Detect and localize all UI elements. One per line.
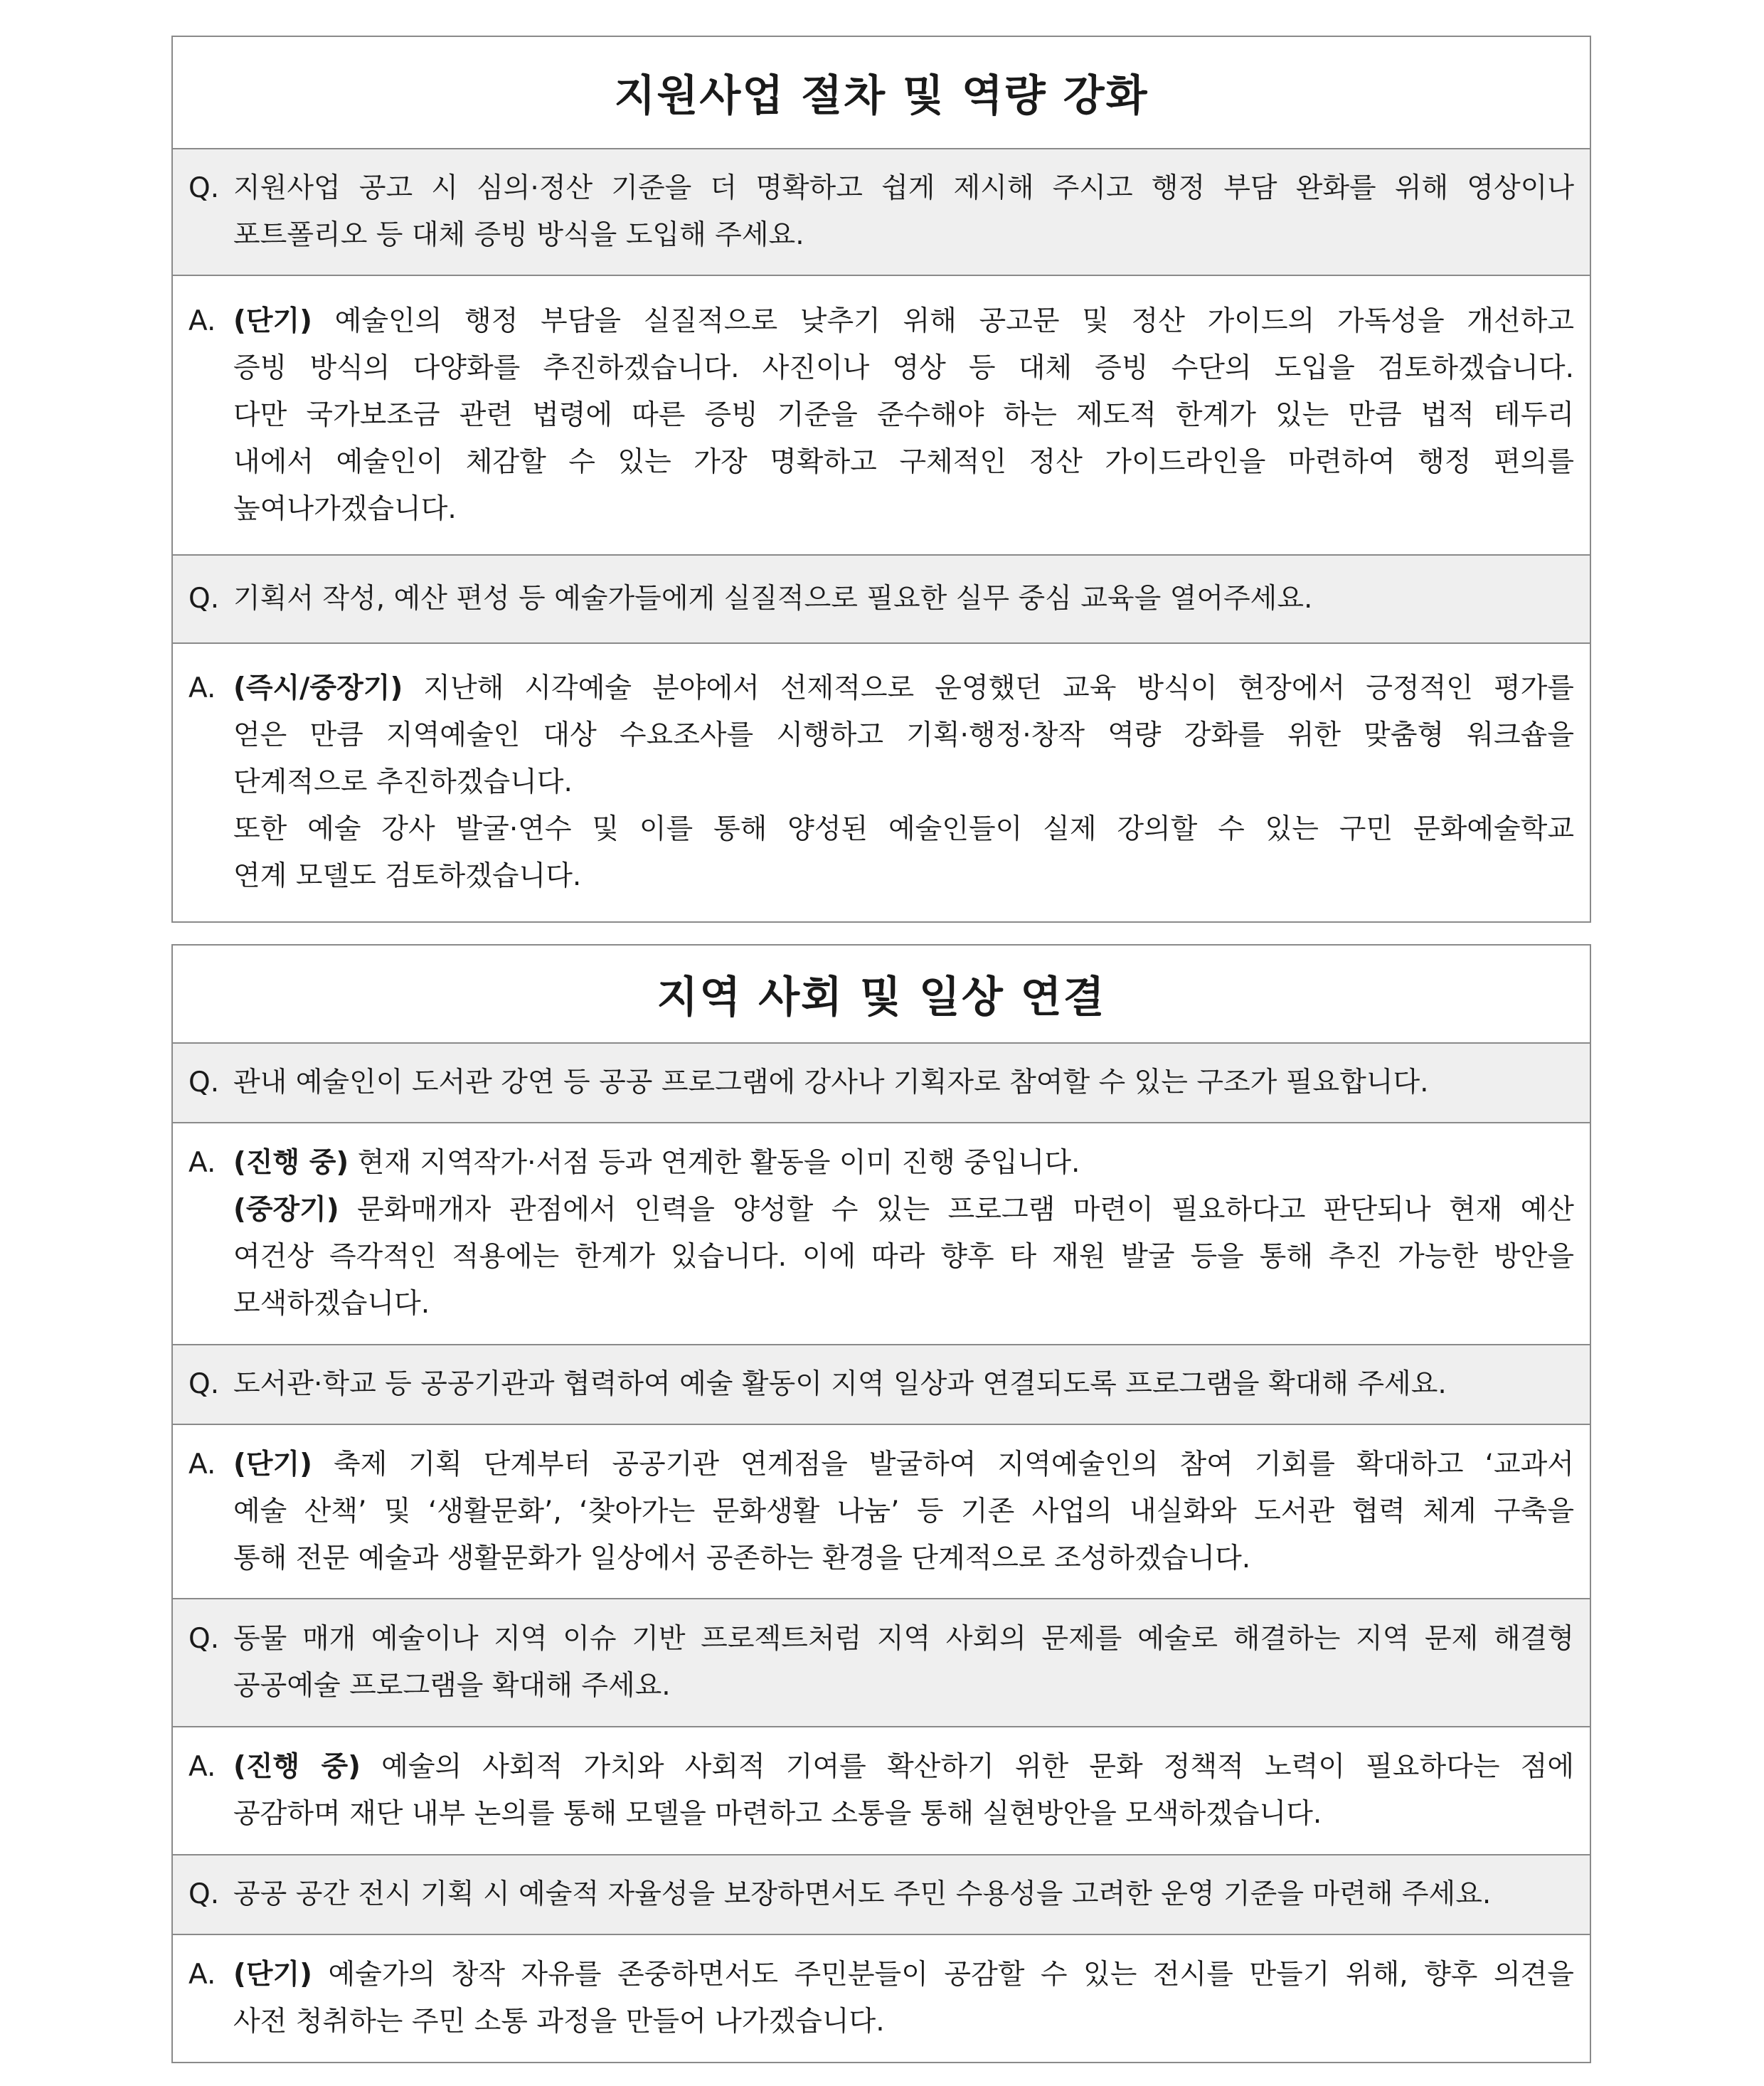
answer-text: 문화매개자 관점에서 인력을 양성할 수 있는 프로그램 마련이 필요하다고 판단되나 현재 예산 (339, 1194, 1574, 1226)
answer-text: 높여나가겠습니다. (233, 492, 457, 525)
question-text: 공공예술 프로그램을 확대해 주세요. (233, 1670, 671, 1702)
answer-text: 지난해 시각예술 분야에서 선제적으로 운영했던 교육 방식이 현장에서 긍정적인 평가를 (403, 672, 1574, 704)
timeline-tag: (단기) (233, 1959, 312, 1991)
question-text: 동물 매개 예술이나 지역 이슈 기반 프로젝트처럼 지역 사회의 문제를 예술로 해결하는 지역 문제 해결형 (233, 1623, 1574, 1655)
a-prefix: A. (188, 1147, 216, 1179)
answer-text: 단계적으로 추진하겠습니다. (233, 766, 573, 798)
a-prefix: A. (188, 305, 216, 337)
answer-text: 예술 산책’ 및 ‘생활문화’, ‘찾아가는 문화생활 나눔’ 등 기존 사업의 내실화와 도서관 협력 체계 구축을 (233, 1495, 1574, 1528)
question-row (173, 149, 1590, 276)
question-row (173, 1345, 1590, 1425)
answer-row (173, 1727, 1590, 1855)
answer-text: 예술의 사회적 가치와 사회적 기여를 확산하기 위한 문화 정책적 노력이 필요하다는 점에 (361, 1751, 1574, 1783)
q-prefix: Q. (188, 1368, 220, 1400)
question-row (173, 1044, 1590, 1123)
q-prefix: Q. (188, 1623, 220, 1655)
timeline-tag: (진행 중) (233, 1751, 361, 1783)
answer-text: 모색하겠습니다. (233, 1288, 430, 1320)
answer-text: 여건상 즉각적인 적용에는 한계가 있습니다. 이에 따라 향후 타 재원 발굴 등을 통해 추진 가능한 방안을 (233, 1241, 1574, 1273)
q-prefix: Q. (188, 172, 220, 204)
timeline-tag: (진행 중) (233, 1147, 349, 1179)
a-prefix: A. (188, 1448, 216, 1481)
q-prefix: Q. (188, 583, 220, 615)
section-title: 지원사업 절차 및 역량 강화 (173, 37, 1590, 149)
answer-text: 공감하며 재단 내부 논의를 통해 모델을 마련하고 소통을 통해 실현방안을 모색하겠습니다. (233, 1798, 1322, 1830)
timeline-tag: (단기) (233, 1448, 312, 1481)
answer-text: 또한 예술 강사 발굴·연수 및 이를 통해 양성된 예술인들이 실제 강의할 수 있는 구민 문화예술학교 (233, 813, 1574, 845)
answer-text: 내에서 예술인이 체감할 수 있는 가장 명확하고 구체적인 정산 가이드라인을 마련하여 행정 편의를 (233, 445, 1574, 478)
a-prefix: A. (188, 1959, 216, 1991)
question-row (173, 556, 1590, 644)
answer-text: 현재 지역작가·서점 등과 연계한 활동을 이미 진행 중입니다. (349, 1147, 1080, 1179)
answer-text: 연계 모델도 검토하겠습니다. (233, 860, 582, 892)
answer-row (173, 1425, 1590, 1599)
timeline-tag: (즉시/중장기) (233, 672, 403, 704)
question-text: 기획서 작성, 예산 편성 등 예술가들에게 실질적으로 필요한 실무 중심 교육을 열어주세요. (233, 583, 1313, 615)
answer-text: 사전 청취하는 주민 소통 과정을 만들어 나가겠습니다. (233, 2006, 885, 2038)
question-row (173, 1855, 1590, 1935)
answer-row (173, 1123, 1590, 1345)
answer-row (173, 644, 1590, 921)
section-support-process (171, 36, 1591, 923)
a-prefix: A. (188, 1751, 216, 1783)
section-community-connection (171, 944, 1591, 2063)
answer-text: 예술가의 창작 자유를 존중하면서도 주민분들이 공감할 수 있는 전시를 만들기 위해, 향후 의견을 (312, 1959, 1574, 1991)
q-prefix: Q. (188, 1066, 220, 1098)
answer-text: 증빙 방식의 다양화를 추진하겠습니다. 사진이나 영상 등 대체 증빙 수단의 도입을 검토하겠습니다. (233, 351, 1574, 384)
answer-text: 얻은 만큼 지역예술인 대상 수요조사를 시행하고 기획·행정·창작 역량 강화를 위한 맞춤형 워크숍을 (233, 719, 1574, 751)
answer-text: 다만 국가보조금 관련 법령에 따른 증빙 기준을 준수해야 하는 제도적 한계가 있는 만큼 법적 테두리 (233, 398, 1574, 431)
question-text: 도서관·학교 등 공공기관과 협력하여 예술 활동이 지역 일상과 연결되도록 프로그램을 확대해 주세요. (233, 1368, 1447, 1400)
answer-row (173, 276, 1590, 556)
question-text: 포트폴리오 등 대체 증빙 방식을 도입해 주세요. (233, 219, 804, 251)
section-title: 지역 사회 및 일상 연결 (173, 946, 1590, 1044)
timeline-tag: (단기) (233, 305, 312, 337)
timeline-tag: (중장기) (233, 1194, 339, 1226)
question-text: 관내 예술인이 도서관 강연 등 공공 프로그램에 강사나 기획자로 참여할 수 있는 구조가 필요합니다. (233, 1066, 1429, 1098)
answer-text: 축제 기획 단계부터 공공기관 연계점을 발굴하여 지역예술인의 참여 기회를 확대하고 ‘교과서 (312, 1448, 1574, 1481)
answer-row (173, 1935, 1590, 2062)
a-prefix: A. (188, 672, 216, 704)
question-text: 지원사업 공고 시 심의·정산 기준을 더 명확하고 쉽게 제시해 주시고 행정 부담 완화를 위해 영상이나 (233, 172, 1574, 204)
answer-text: 예술인의 행정 부담을 실질적으로 낮추기 위해 공고문 및 정산 가이드의 가독성을 개선하고 (312, 305, 1574, 337)
question-text: 공공 공간 전시 기획 시 예술적 자율성을 보장하면서도 주민 수용성을 고려한 운영 기준을 마련해 주세요. (233, 1878, 1492, 1910)
q-prefix: Q. (188, 1878, 220, 1910)
answer-text: 통해 전문 예술과 생활문화가 일상에서 공존하는 환경을 단계적으로 조성하겠습니다. (233, 1542, 1251, 1574)
question-row (173, 1599, 1590, 1727)
